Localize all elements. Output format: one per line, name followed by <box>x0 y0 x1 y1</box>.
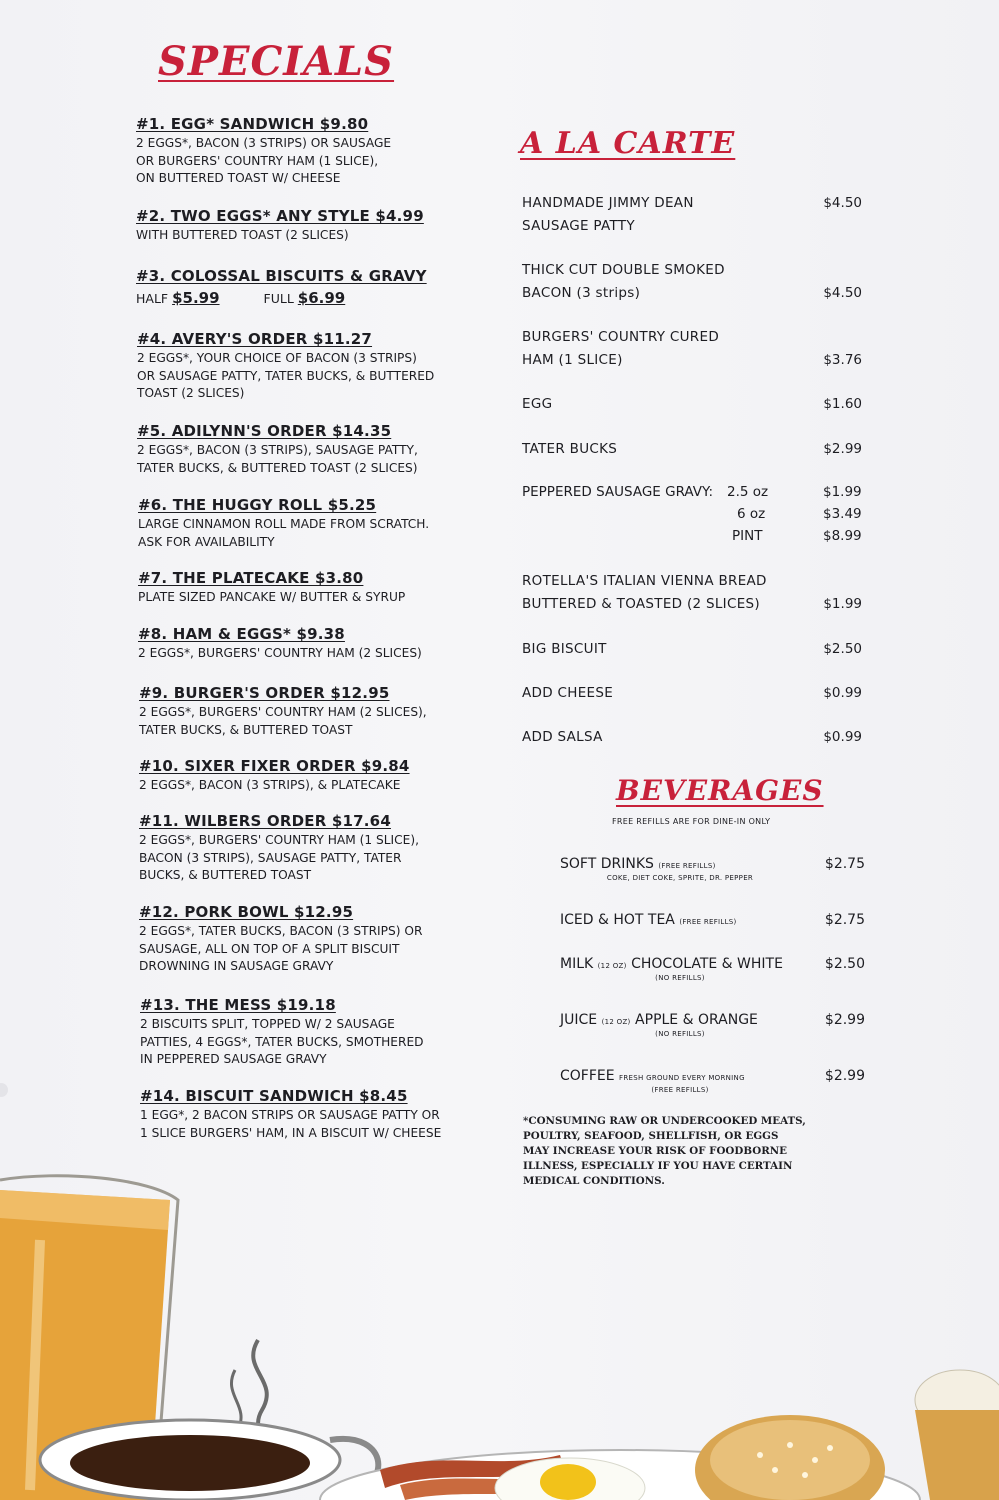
beverage-name: JUICE <box>560 1012 598 1028</box>
specials-title: SPECIALS <box>158 38 395 85</box>
half-price: $5.99 <box>172 289 220 307</box>
a-la-carte-item <box>522 192 862 238</box>
a-la-carte-item <box>522 726 862 749</box>
full-label: FULL <box>263 291 294 306</box>
breakfast-illustration <box>0 1170 999 1500</box>
item-name: ADD SALSA <box>522 729 603 745</box>
beverage-sub: (NO REFILLS) <box>655 1030 705 1038</box>
special-title: #3. COLOSSAL BISCUITS & GRAVY <box>136 267 427 285</box>
special-description: 2 EGGS*, BACON (3 STRIPS), & PLATECAKE <box>139 778 401 792</box>
item-name: TATER BUCKS <box>522 441 618 457</box>
item-name: ADD CHEESE <box>522 685 614 701</box>
beverage-note: (FREE REFILLS) <box>658 862 716 870</box>
beverage-price: $2.99 <box>824 1012 865 1028</box>
a-la-carte-item <box>522 259 862 305</box>
biscuit-gravy-sizes <box>136 289 476 307</box>
item-price: $3.76 <box>823 352 862 368</box>
special-description: 2 EGGS*, BURGERS' COUNTRY HAM (1 SLICE), BACON (3 STRIPS), SAUSAGE PATTY, TATER BUCKS, & BUTTERED TOAST <box>139 833 419 882</box>
beverage-name: SOFT DRINKS <box>560 856 654 872</box>
beverage-flavors: CHOCOLATE & WHITE <box>631 956 783 972</box>
gravy-size: 2.5 oz <box>727 484 769 500</box>
special-item <box>136 267 476 307</box>
biscuit-icon <box>695 1415 885 1500</box>
gravy-label: PEPPERED SAUSAGE GRAVY: <box>522 484 714 500</box>
special-description: 2 EGGS*, BURGERS' COUNTRY HAM (2 SLICES), TATER BUCKS, & BUTTERED TOAST <box>139 705 427 737</box>
item-price: $2.99 <box>823 441 862 457</box>
special-title: #1. EGG* SANDWICH $9.80 <box>136 115 369 133</box>
item-name: BURGERS' COUNTRY CURED HAM (1 SLICE) <box>522 329 720 368</box>
beverage-price: $2.75 <box>824 912 865 928</box>
special-item <box>139 812 479 885</box>
special-title: #5. ADILYNN'S ORDER $14.35 <box>137 422 392 440</box>
refill-note: FREE REFILLS ARE FOR DINE-IN ONLY <box>612 817 771 826</box>
special-title: #7. THE PLATECAKE $3.80 <box>138 569 364 587</box>
item-name: EGG <box>522 396 553 412</box>
a-la-carte-title: A LA CARTE <box>520 126 736 161</box>
special-title: #2. TWO EGGS* ANY STYLE $4.99 <box>136 207 424 225</box>
beverage-name: MILK <box>560 956 594 972</box>
special-title: #9. BURGER'S ORDER $12.95 <box>139 684 390 702</box>
special-description: 2 EGGS*, TATER BUCKS, BACON (3 STRIPS) OR SAUSAGE, ALL ON TOP OF A SPLIT BISCUIT DROWNING IN SAUSAGE GRAVY <box>139 924 423 973</box>
beverage-size: (12 OZ) <box>597 962 627 970</box>
gravy-price: $8.99 <box>823 528 862 544</box>
item-price: $4.50 <box>823 195 862 211</box>
special-item <box>140 1087 480 1142</box>
special-item <box>137 422 477 477</box>
full-price: $6.99 <box>297 289 346 307</box>
special-description: LARGE CINNAMON ROLL MADE FROM SCRATCH. ASK FOR AVAILABILITY <box>138 517 430 549</box>
item-price: $1.99 <box>823 596 862 612</box>
beverage-flavors: APPLE & ORANGE <box>635 1012 758 1028</box>
beverage-price: $2.75 <box>824 856 865 872</box>
special-description: 1 EGG*, 2 BACON STRIPS OR SAUSAGE PATTY OR 1 SLICE BURGERS' HAM, IN A BISCUIT W/ CHEESE <box>140 1108 442 1140</box>
special-description: PLATE SIZED PANCAKE W/ BUTTER & SYRUP <box>138 590 406 604</box>
beverage-name: COFFEE <box>560 1068 615 1084</box>
a-la-carte-item <box>522 570 862 616</box>
special-description: 2 EGGS*, BACON (3 STRIPS), SAUSAGE PATTY, TATER BUCKS, & BUTTERED TOAST (2 SLICES) <box>137 443 418 475</box>
half-label: HALF <box>136 291 169 306</box>
beverage-sub: (FREE REFILLS) <box>651 1086 709 1094</box>
beverage-size: (12 OZ) <box>601 1018 631 1026</box>
a-la-carte-item <box>522 326 862 372</box>
special-item <box>136 115 476 188</box>
special-item <box>138 569 478 607</box>
special-item <box>139 684 479 739</box>
special-title: #13. THE MESS $19.18 <box>140 996 336 1014</box>
special-title: #14. BISCUIT SANDWICH $8.45 <box>140 1087 408 1105</box>
a-la-carte-item <box>522 438 862 461</box>
special-title: #8. HAM & EGGS* $9.38 <box>138 625 345 643</box>
special-item <box>136 207 476 245</box>
beverage-note: (FREE REFILLS) <box>679 918 737 926</box>
special-title: #10. SIXER FIXER ORDER $9.84 <box>139 757 410 775</box>
beverage-sub: (NO REFILLS) <box>655 974 705 982</box>
special-description: 2 EGGS*, BURGERS' COUNTRY HAM (2 SLICES) <box>138 646 422 660</box>
beverages-title: BEVERAGES <box>616 774 824 807</box>
special-item <box>139 757 479 795</box>
special-title: #6. THE HUGGY ROLL $5.25 <box>138 496 377 514</box>
special-title: #12. PORK BOWL $12.95 <box>139 903 354 921</box>
item-price: $4.50 <box>823 285 862 301</box>
special-description: 2 BISCUITS SPLIT, TOPPED W/ 2 SAUSAGE PATTIES, 4 EGGS*, TATER BUCKS, SMOTHERED IN PEPPERED SAUSAGE GRAVY <box>140 1017 424 1066</box>
beverage-name: ICED & HOT TEA <box>560 912 675 928</box>
beverage-price: $2.50 <box>824 956 865 972</box>
beverage-item <box>560 956 865 982</box>
a-la-carte-item <box>522 682 862 705</box>
beverage-item <box>560 912 865 928</box>
muffin-icon <box>915 1370 999 1500</box>
beverage-sub: COKE, DIET COKE, SPRITE, DR. PEPPER <box>606 874 754 882</box>
punch-hole <box>0 1083 8 1097</box>
item-name: ROTELLA'S ITALIAN VIENNA BREAD BUTTERED & TOASTED (2 SLICES) <box>522 573 767 612</box>
item-price: $2.50 <box>823 641 862 657</box>
special-item <box>138 625 478 663</box>
beverage-price: $2.99 <box>824 1068 865 1084</box>
item-name: BIG BISCUIT <box>522 641 607 657</box>
beverage-item <box>560 856 865 882</box>
beverage-note: FRESH GROUND EVERY MORNING <box>619 1074 745 1082</box>
beverage-item <box>560 1012 865 1038</box>
special-description: WITH BUTTERED TOAST (2 SLICES) <box>136 228 349 242</box>
item-price: $0.99 <box>823 729 862 745</box>
special-item <box>137 330 477 403</box>
a-la-carte-item <box>522 638 862 661</box>
gravy-price: $3.49 <box>823 506 862 522</box>
item-name: HANDMADE JIMMY DEAN SAUSAGE PATTY <box>522 195 694 234</box>
special-description: 2 EGGS*, BACON (3 STRIPS) OR SAUSAGE OR BURGERS' COUNTRY HAM (1 SLICE), ON BUTTERED TOAST W/ CHEESE <box>136 136 392 185</box>
a-la-carte-item <box>522 393 862 416</box>
special-title: #11. WILBERS ORDER $17.64 <box>139 812 391 830</box>
special-item <box>140 996 480 1069</box>
item-name: THICK CUT DOUBLE SMOKED BACON (3 strips) <box>522 262 725 301</box>
item-price: $1.60 <box>823 396 862 412</box>
gravy-size: 6 oz <box>737 506 766 522</box>
special-item <box>139 903 479 976</box>
gravy-size: PINT <box>732 528 763 544</box>
special-item <box>138 496 478 551</box>
beverage-item <box>560 1068 865 1094</box>
special-title: #4. AVERY'S ORDER $11.27 <box>137 330 373 348</box>
special-description: 2 EGGS*, YOUR CHOICE OF BACON (3 STRIPS) OR SAUSAGE PATTY, TATER BUCKS, & BUTTERED TOAST (2 SLICES) <box>137 351 435 400</box>
gravy-price: $1.99 <box>823 484 862 500</box>
food-safety-disclaimer: *CONSUMING RAW OR UNDERCOOKED MEATS, POULTRY, SEAFOOD, SHELLFISH, OR EGGS MAY INCREASE YOUR RISK OF FOODBORNE ILLNESS, ESPECIALLY IF YOU HAVE CERTAIN MEDICAL CONDITIONS. <box>523 1115 806 1187</box>
item-price: $0.99 <box>823 685 862 701</box>
